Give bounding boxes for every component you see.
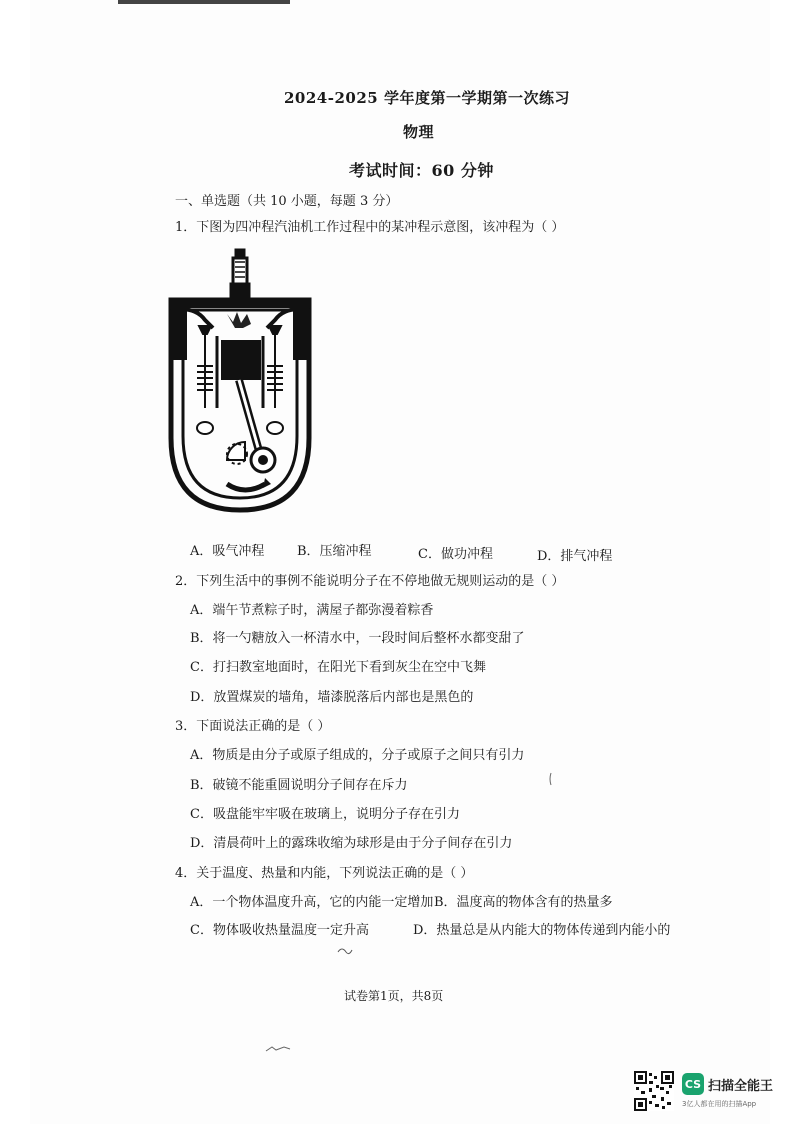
exam-time: 考试时间：60 分钟 — [349, 161, 494, 180]
q2-option-b[interactable]: B．将一勺糖放入一杯清水中，一段时间后整杯水都变甜了 — [190, 631, 525, 646]
q2-option-c[interactable]: C．打扫教室地面时，在阳光下看到灰尘在空中飞舞 — [190, 660, 486, 675]
exam-title: 2024-2025 学年度第一学期第一次练习 — [284, 89, 570, 107]
scan-speck — [264, 1043, 294, 1055]
q1-option-a[interactable]: A．吸气冲程 — [190, 544, 265, 559]
section-heading: 一、单选题（共 10 小题，每题 3 分） — [175, 194, 399, 209]
q1-option-c[interactable]: C．做功冲程 — [418, 547, 493, 562]
scan-speck — [548, 772, 554, 786]
scan-speck — [336, 944, 354, 956]
q4-option-b[interactable]: B．温度高的物体含有的热量多 — [434, 895, 613, 910]
qr-code-icon — [634, 1071, 674, 1111]
engine-stroke-diagram — [165, 248, 315, 516]
question-stem-3: 3．下面说法正确的是（ ） — [175, 719, 331, 734]
question-stem-2: 2．下列生活中的事例不能说明分子在不停地做无规则运动的是（ ） — [175, 574, 565, 589]
camscanner-app-name: 扫描全能王 — [708, 1079, 774, 1094]
question-stem-1: 1．下图为四冲程汽油机工作过程中的某冲程示意图，该冲程为（ ） — [175, 220, 565, 235]
page-number: 试卷第1页，共8页 — [344, 989, 444, 1003]
q3-option-d[interactable]: D．清晨荷叶上的露珠收缩为球形是由于分子间存在引力 — [190, 836, 513, 851]
scan-edge-mark — [118, 0, 290, 4]
q4-option-c[interactable]: C．物体吸收热量温度一定升高 — [190, 923, 369, 938]
q3-option-a[interactable]: A．物质是由分子或原子组成的，分子或原子之间只有引力 — [190, 748, 525, 763]
camscanner-tagline: 3亿人都在用的扫描App — [682, 1100, 757, 1108]
q4-option-a[interactable]: A．一个物体温度升高，它的内能一定增加 — [190, 895, 434, 910]
q4-option-d[interactable]: D．热量总是从内能大的物体传递到内能小的 — [413, 923, 671, 938]
q2-option-d[interactable]: D．放置煤炭的墙角，墙漆脱落后内部也是黑色的 — [190, 690, 474, 705]
q3-option-b[interactable]: B．破镜不能重圆说明分子间存在斥力 — [190, 778, 408, 793]
subject-title: 物理 — [403, 123, 435, 141]
q3-option-c[interactable]: C．吸盘能牢牢吸在玻璃上，说明分子存在引力 — [190, 807, 460, 822]
question-stem-4: 4．关于温度、热量和内能，下列说法正确的是（ ） — [175, 866, 474, 881]
camscanner-logo-icon: CS — [682, 1073, 704, 1095]
q2-option-a[interactable]: A．端午节煮粽子时，满屋子都弥漫着粽香 — [190, 603, 434, 618]
q1-option-b[interactable]: B．压缩冲程 — [297, 544, 372, 559]
q1-option-d[interactable]: D．排气冲程 — [537, 549, 613, 564]
